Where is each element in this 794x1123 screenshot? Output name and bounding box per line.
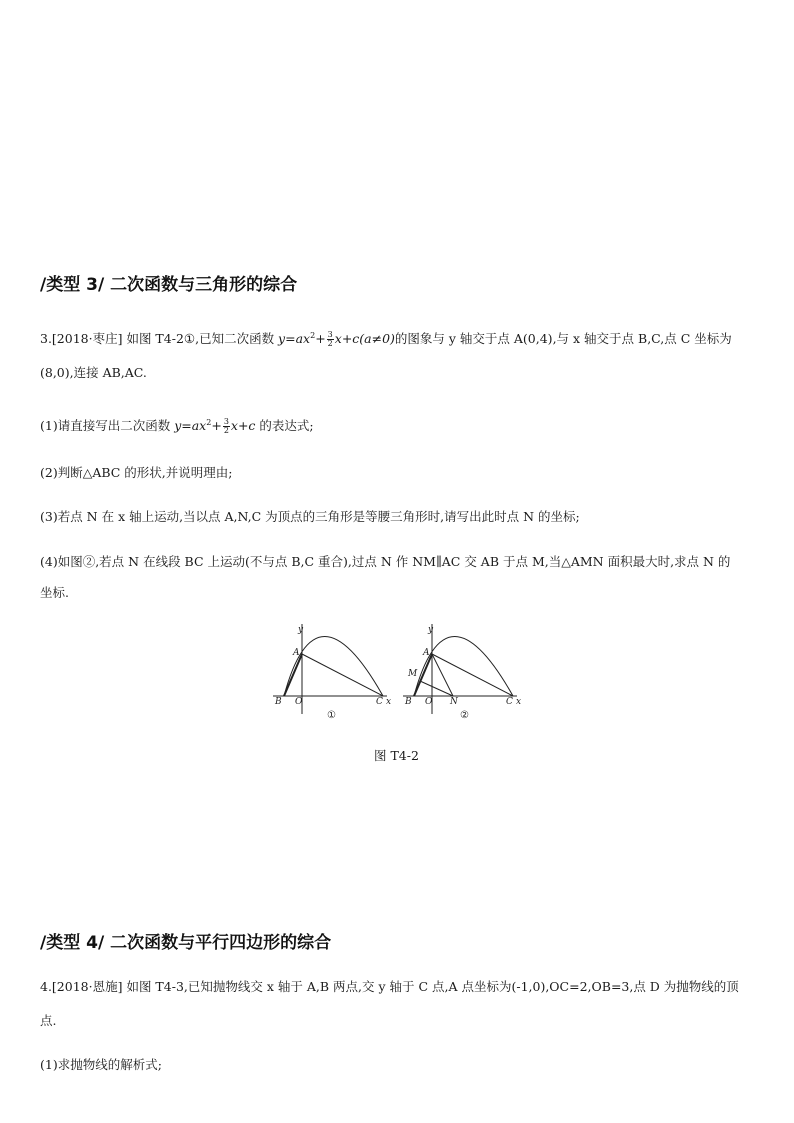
problem-3-intro: 如图 T4-2①,已知二次函数 xyxy=(126,331,279,347)
label-y-1: y xyxy=(298,625,304,635)
q1-prefix: (1)请直接写出二次函数 xyxy=(40,418,175,434)
eq-sup: 2 xyxy=(310,331,316,340)
segment-ac-1 xyxy=(302,654,383,696)
problem-3-line-1 xyxy=(40,327,732,348)
eq-tail: x+c(a≠0) xyxy=(334,331,395,347)
label-y-2: y xyxy=(428,625,434,635)
question-3-1: (1)请直接写出二次函数 $y=ax^2+$ $\frac{3}{2}$ x+c 的表达式; xyxy=(40,417,314,436)
section-3-heading: /类型 3/ 二次函数与三角形的综合 xyxy=(40,275,298,295)
panel-1-label: ① xyxy=(327,710,336,721)
segment-ab-1 xyxy=(284,654,302,696)
eq-y: y xyxy=(278,331,286,347)
figure-t4-2 xyxy=(265,618,533,730)
label-o-2: O xyxy=(425,697,433,707)
question-4-1: (1)求抛物线的解析式; xyxy=(40,1057,162,1072)
label-b-2: B xyxy=(405,697,412,707)
label-c-2: C xyxy=(506,697,513,707)
problem-4-text: 如图 T4-3,已知抛物线交 x 轴于 A,B 两点,交 y 轴于 C 点,A 点坐标为(-1,0),OC=2,OB=3,点 D 为抛物线的顶 xyxy=(126,979,739,994)
label-a-2: A xyxy=(423,648,430,658)
eq-mid: =ax xyxy=(285,331,311,347)
segment-ac-2 xyxy=(432,654,513,696)
eq-plus: + xyxy=(315,331,326,347)
question-3-4-line-1: (4)如图②,若点 N 在线段 BC 上运动(不与点 B,C 重合),过点 N 作 NM∥AC 交 AB 于点 M,当△AMN 面积最大时,求点 N 的 xyxy=(40,554,731,569)
q1-fraction: $\frac{3}{2}$ xyxy=(223,417,229,436)
figure-caption: 图 T4-2 xyxy=(374,748,419,763)
segment-mn xyxy=(420,681,453,696)
parabola-1 xyxy=(284,637,383,697)
problem-4-line-2: 点. xyxy=(40,1013,57,1028)
label-c-1: C xyxy=(376,697,383,707)
panel-1 xyxy=(273,624,387,714)
panel-2-label: ② xyxy=(460,710,469,721)
figure-t4-2-svg xyxy=(265,618,533,730)
segment-an xyxy=(432,654,453,696)
label-m-2: M xyxy=(408,669,418,679)
problem-3-line-2: (8,0),连接 AB,AC. xyxy=(40,365,147,380)
problem-3-intro-b: 的图象与 y 轴交于点 A(0,4),与 x 轴交于点 B,C,点 C 坐标为 xyxy=(394,331,732,347)
label-n-2: N xyxy=(450,697,458,707)
label-x-2: x xyxy=(516,697,522,707)
problem-4-source: 4.[2018·恩施] xyxy=(40,979,123,994)
label-b-1: B xyxy=(275,697,282,707)
problem-3-source: 3.[2018·枣庄] xyxy=(40,331,123,347)
question-3-3: (3)若点 N 在 x 轴上运动,当以点 A,N,C 为顶点的三角形是等腰三角形时,请写出此时点 N 的坐标; xyxy=(40,509,580,524)
section-4-heading: /类型 4/ 二次函数与平行四边形的综合 xyxy=(40,933,332,953)
question-3-2: (2)判断△ABC 的形状,并说明理由; xyxy=(40,465,233,480)
question-3-4-line-2: 坐标. xyxy=(40,585,69,600)
label-a-1: A xyxy=(293,648,300,658)
q1-suffix: 的表达式; xyxy=(255,418,314,434)
panel-2 xyxy=(403,624,517,714)
label-x-1: x xyxy=(386,697,392,707)
problem-4-line-1 xyxy=(40,978,739,996)
parabola-2 xyxy=(414,637,513,697)
fraction-3-over-2: $\frac{3}{2}$ xyxy=(327,330,333,349)
label-o-1: O xyxy=(295,697,303,707)
